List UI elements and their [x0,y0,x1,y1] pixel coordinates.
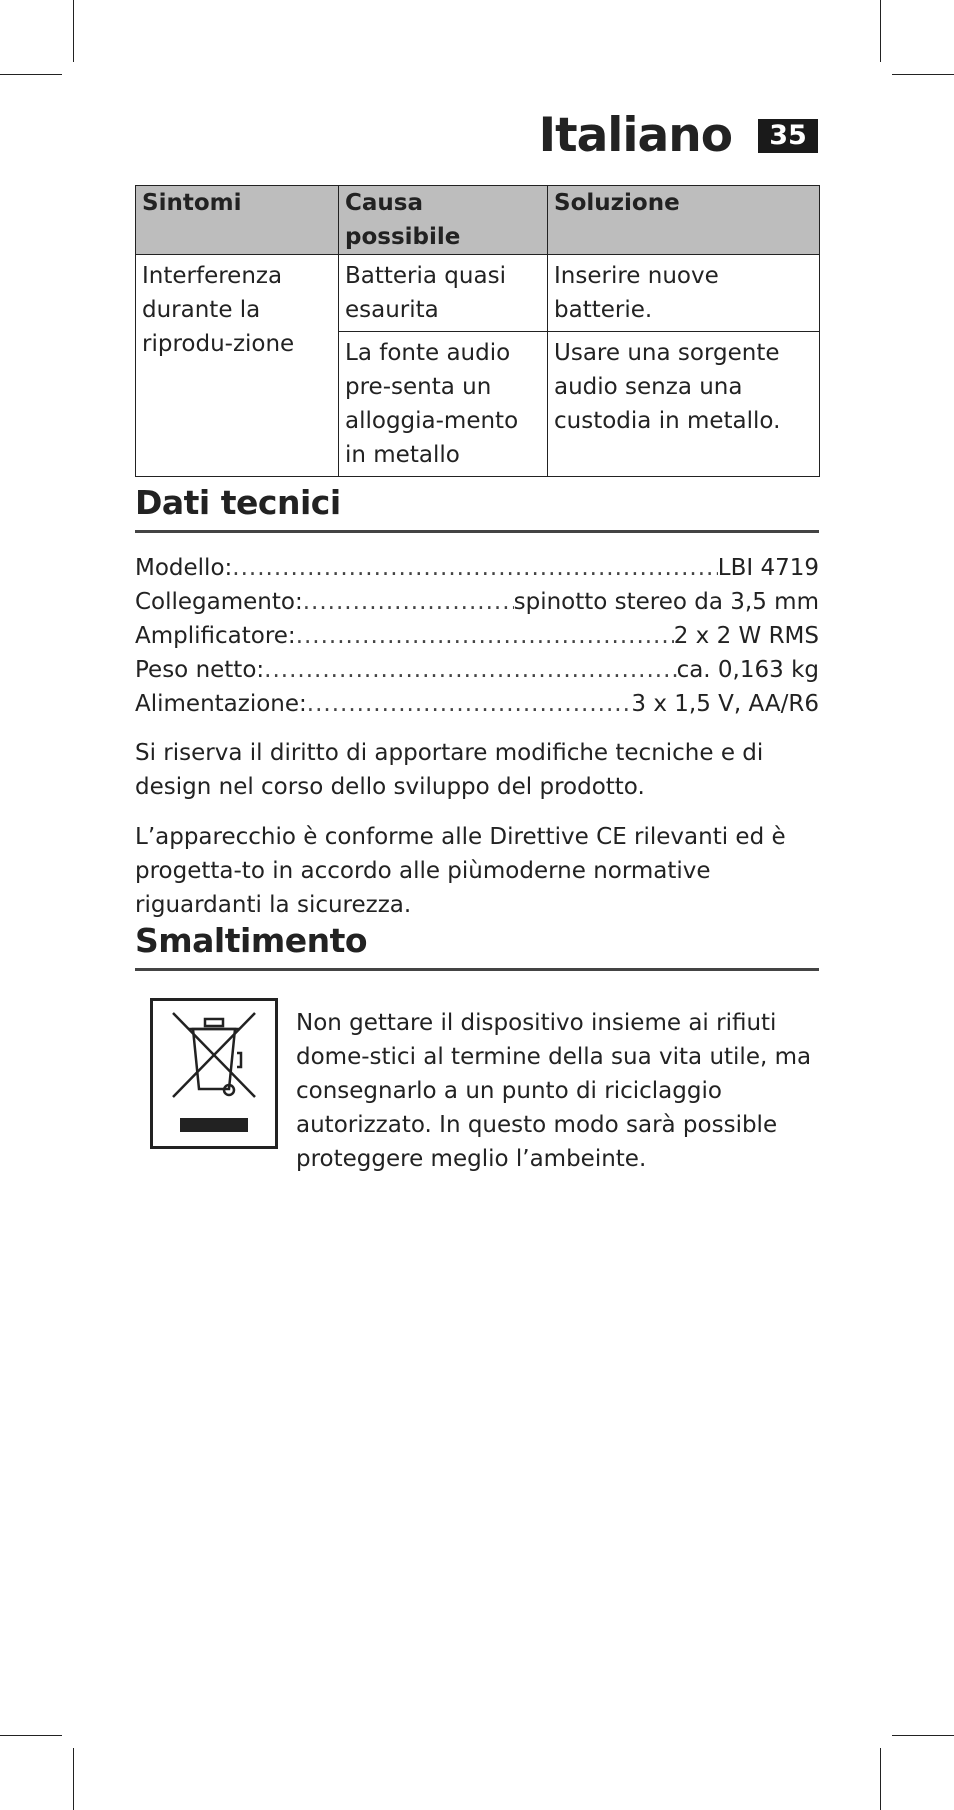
cause-cell: La fonte audio pre-senta un alloggia-mento in metallo [339,332,548,477]
spec-value: 2 x 2 W RMS [673,623,819,649]
crop-mark [892,74,954,75]
symptom-cell: Interferenza durante la riprodu-zione [136,255,339,477]
modification-note: Si riserva il diritto di apportare modifiche tecniche e di design nel corso dello sviluppo del prodotto. [135,740,764,800]
spec-value: ca. 0,163 kg [676,657,819,683]
crop-mark [0,74,62,75]
spec-row [135,551,819,585]
spec-label: Alimentazione: [135,691,307,717]
spec-row [135,585,819,619]
spec-row [135,619,819,653]
section-title-technical-data: Dati tecnici [135,483,819,533]
troubleshooting-table [135,185,820,477]
spec-label: Peso netto: [135,657,265,683]
crop-mark [73,1748,74,1810]
spec-label: Collegamento: [135,589,303,615]
column-header-symptoms: Sintomi [136,186,339,255]
crop-mark [0,1735,62,1736]
disposal-text: Non gettare il dispositivo insieme ai rifiuti dome-stici al termine della sua vita utile, ma consegnarlo a un punto di riciclaggio autorizzato. In questo modo sarà possible proteggere meglio l’ambeinte. [296,1010,812,1172]
spec-row [135,653,819,687]
spec-value: LBI 4719 [717,555,819,581]
spec-label: Modello: [135,555,233,581]
crop-mark [73,0,74,62]
table-row [136,255,820,332]
spec-value: spinotto stereo da 3,5 mm [513,589,819,615]
solution-cell: Inserire nuove batterie. [548,255,820,332]
crop-mark [892,1735,954,1736]
page-number: 35 [758,119,818,153]
table-header-row [136,186,820,255]
spec-value: 3 x 1,5 V, AA/R6 [631,691,819,717]
crop-mark [880,1748,881,1810]
language-title: Italiano [538,108,732,163]
section-title-disposal: Smaltimento [135,921,819,971]
column-header-solution: Soluzione [548,186,820,255]
weee-crossed-bin-icon [150,998,278,1149]
cause-cell: Batteria quasi esaurita [339,255,548,332]
conformity-note: L’apparecchio è conforme alle Direttive CE rilevanti ed è progetta-to in accordo alle piùmoderne normative riguardanti la sicurezza. [135,824,786,918]
spec-list [135,551,819,721]
solution-cell: Usare una sorgente audio senza una custodia in metallo. [548,332,820,477]
crop-mark [880,0,881,62]
page-header [539,108,818,163]
spec-label: Amplificatore: [135,623,296,649]
column-header-cause: Causa possibile [339,186,548,255]
spec-row [135,687,819,721]
